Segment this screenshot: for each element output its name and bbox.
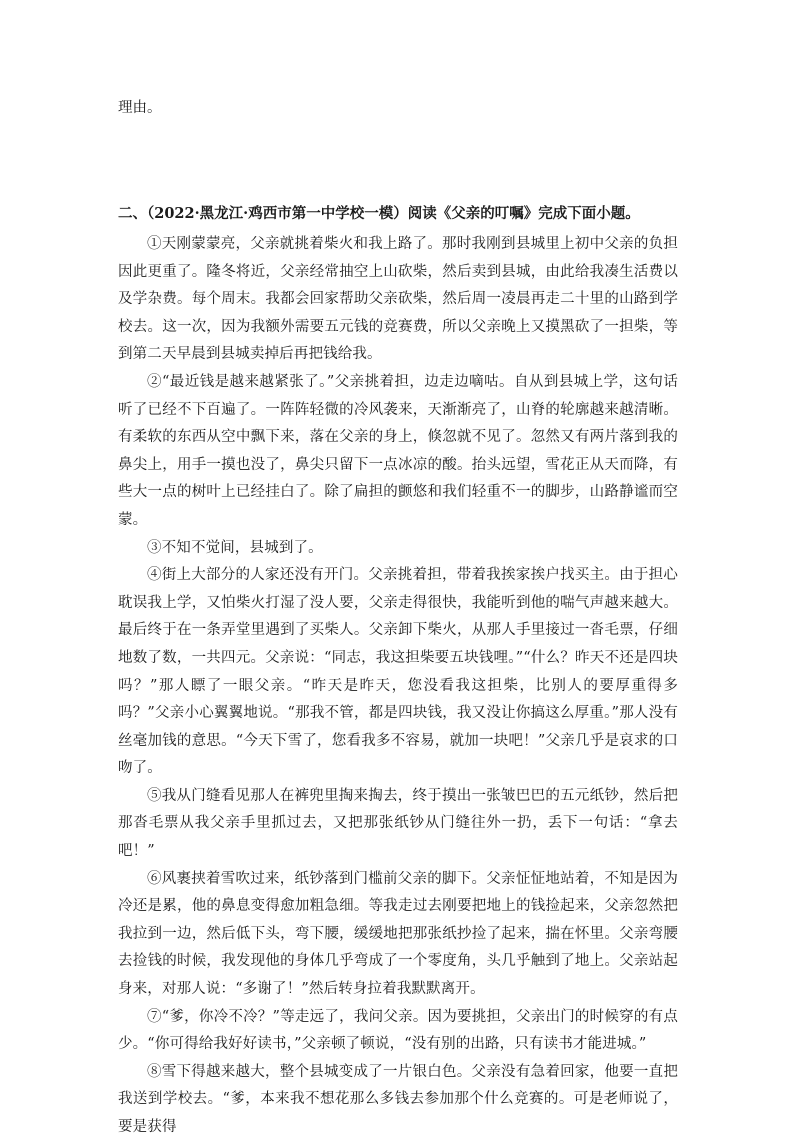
reading-question-section	[118, 200, 678, 1142]
paragraph-8: ⑧雪下得越来越大，整个县城变成了一片银白色。父亲没有急着回家，他要一直把我送到学校去。“爹，本来我不想花那么多钱去参加那个什么竞赛的。可是老师说了，要是获得	[118, 1063, 678, 1135]
paragraph-4: ④街上大部分的人家还没有开门。父亲挑着担，带着我挨家挨户找买主。由于担心耽误我上学，又怕柴火打湿了没人要，父亲走得很快，我能听到他的喘气声越来越大。最后终于在一条弄堂里遇到了买柴人。父亲卸下柴火，从那人手里接过一沓毛票，仔细地数了数，一共四元。父亲说：“同志，我这担柴要五块钱哩。”“什么？昨天不还是四块吗？”那人瞟了一眼父亲。“昨天是昨天，您没看我这担柴，比别人的要厚重得多吗？”父亲小心翼翼地说。“那我不管，都是四块钱，我又没让你搞这么厚重。”那人没有丝毫加钱的意思。“今天下雪了，您看我多不容易，就加一块吧！”父亲几乎是哀求的口吻了。	[118, 567, 678, 777]
previous-answer-line: 理由。	[118, 100, 162, 116]
paragraph-3: ③不知不觉间，县城到了。	[147, 539, 323, 556]
paragraph-6: ⑥风裹挟着雪吹过来，纸钞落到门槛前父亲的脚下。父亲怔怔地站着，不知是因为冷还是累，他的鼻息变得愈加粗急细。等我走过去刚要把地上的钱捡起来，父亲忽然把我拉到一边，然后低下头，弯下腰，缓缓地把那张纸抄捡了起来，揣在怀里。父亲弯腰去捡钱的时候，我发现他的身体几乎弯成了一个零度角，头几乎触到了地上。父亲站起身来，对那人说：“多谢了！”然后转身拉着我默默离开。	[118, 870, 678, 998]
paragraph-5: ⑤我从门缝看见那人在裤兜里掏来掏去，终于摸出一张皱巴巴的五元纸钞，然后把那沓毛票从我父亲手里抓过去，又把那张纸钞从门缝往外一扔，丢下一句话：“拿去吧！”	[118, 787, 678, 860]
paragraph-1: ①天刚蒙蒙亮，父亲就挑着柴火和我上路了。那时我刚到县城里上初中父亲的负担因此更重了。隆冬将近，父亲经常抽空上山砍柴，然后卖到县城，由此给我凑生活费以及学杂费。每个周末。我都会回家帮助父亲砍柴，然后周一凌晨再走二十里的山路到学校去。这一次，因为我额外需要五元钱的竞赛费，所以父亲晚上又摸黑砍了一担柴，等到第二天早晨到县城卖掉后再把钱给我。	[118, 236, 678, 363]
paragraph-7: ⑦“爹，你冷不冷？”等走远了，我问父亲。因为要挑担，父亲出门的时候穿的有点少。“你可得给我好好读书，”父亲顿了顿说，“没有别的出路，只有读书才能进城。”	[118, 1008, 678, 1053]
paragraph-2: ②“最近钱是越来越紧张了。”父亲挑着担，边走边嘀咕。自从到县城上学，这句话听了已经不下百遍了。一阵阵轻微的冷风袭来，天渐渐亮了，山脊的轮廓越来越清晰。有柔软的东西从空中飘下来，落在父亲的身上，倏忽就不见了。忽然又有两片落到我的鼻尖上，用手一摸也没了，鼻尖只留下一点冰凉的酸。抬头远望，雪花正从天而降，有些大一点的树叶上已经挂白了。除了扁担的颤悠和我们轻重不一的脚步，山路静谧而空蒙。	[118, 373, 678, 528]
question-heading: 二、（2022·黑龙江·鸡西市第一中学校一模）阅读《父亲的叮嘱》完成下面小题。	[118, 205, 640, 222]
